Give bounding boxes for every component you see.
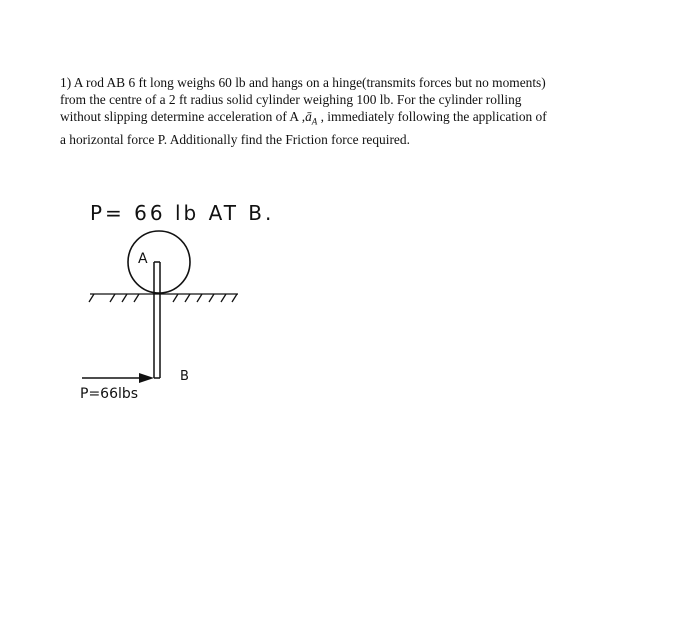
- point-b-label: B: [180, 369, 189, 384]
- problem-line-2: from the centre of a 2 ft radius solid cylinder weighing 100 lb. For the cylinder rolling: [60, 92, 522, 107]
- rod-ab: [154, 262, 160, 378]
- problem-line-1: 1) A rod AB 6 ft long weighs 60 lb and hangs on a hinge(transmits forces but no moments): [60, 75, 546, 90]
- problem-line-3-start: without slipping determine acceleration of A ,: [60, 109, 306, 124]
- point-a-label: A: [138, 251, 148, 267]
- force-arrow: [82, 373, 154, 383]
- problem-line-4: a horizontal force P. Additionally find the Friction force required.: [60, 131, 410, 147]
- problem-line-3-end: , immediately following the application of: [317, 109, 547, 124]
- acceleration-symbol: $ā_A$: [305, 109, 318, 127]
- force-label: P=66lbs: [80, 386, 139, 402]
- ground: [89, 294, 238, 302]
- sketch-heading: P= 66 lb AT B.: [90, 201, 275, 225]
